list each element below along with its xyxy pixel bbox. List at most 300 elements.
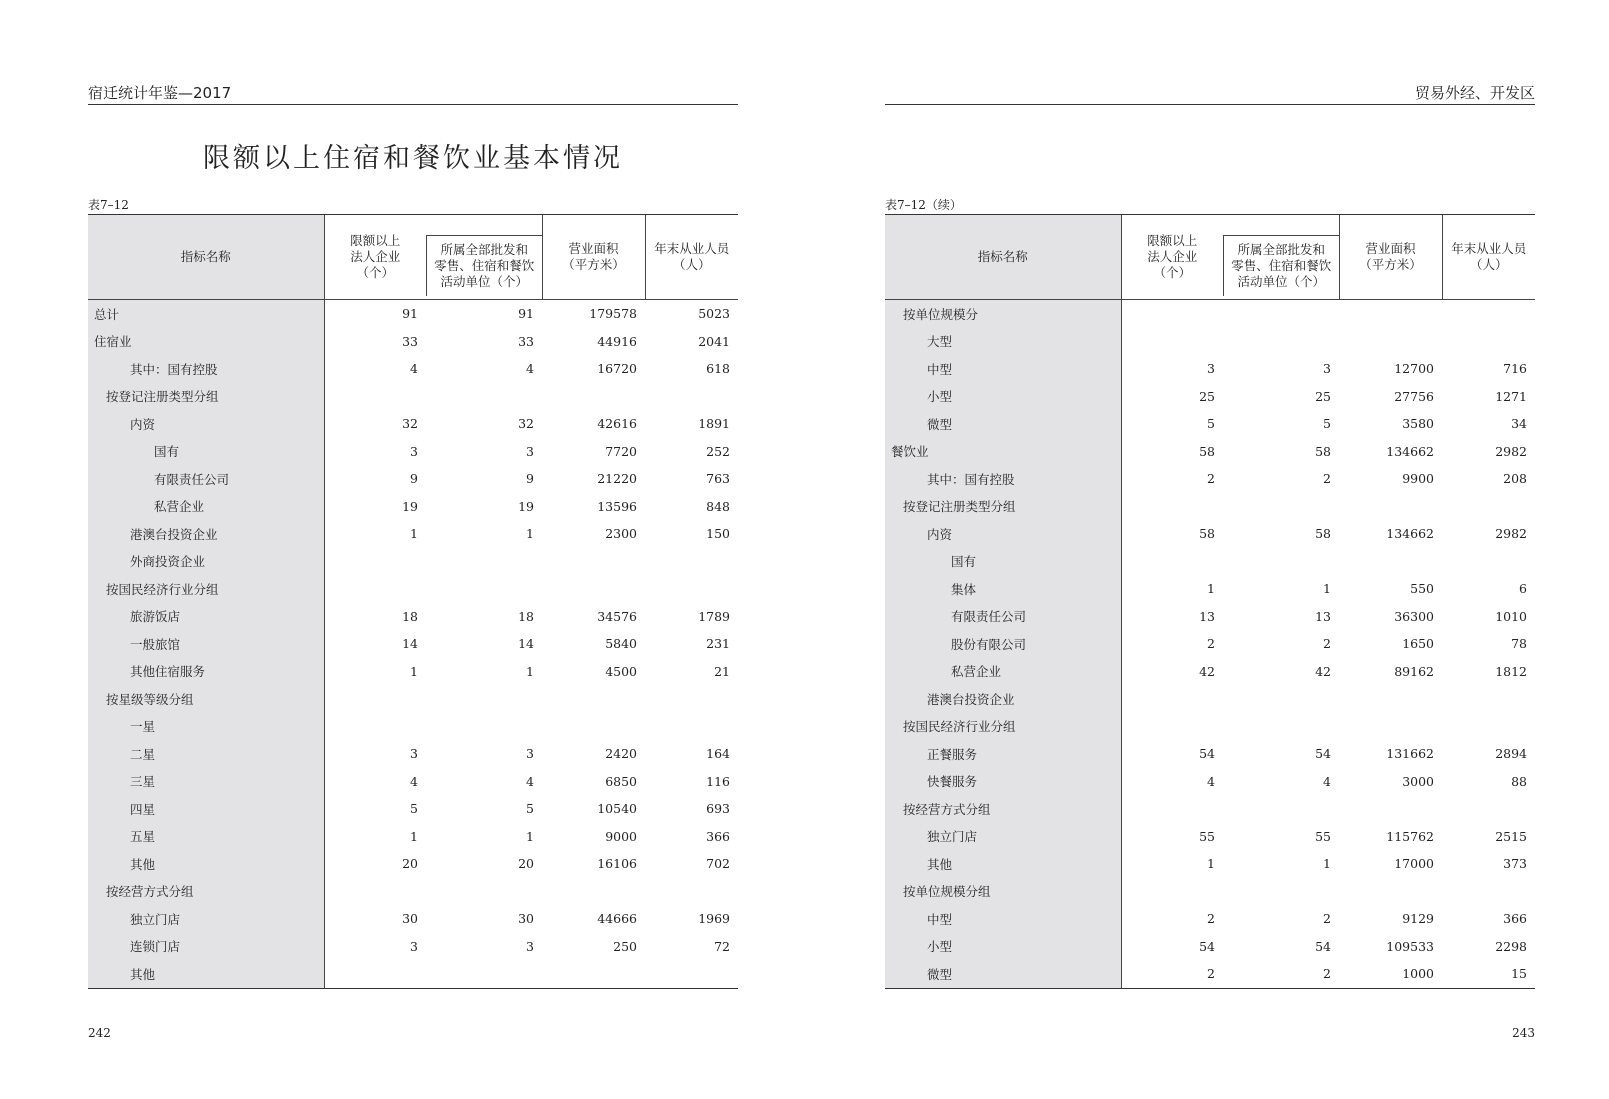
cell-c: [1339, 493, 1442, 521]
cell-a: 3: [410, 938, 418, 954]
table-body-right: [885, 300, 1535, 988]
cell-c: [1339, 795, 1442, 823]
cell-c: [542, 548, 645, 576]
cell-a: 32: [402, 416, 418, 432]
cell-b: [426, 548, 542, 576]
cell-c: 134662: [1386, 443, 1434, 459]
cell-c: 2300: [605, 526, 637, 542]
row-label: 三星: [88, 768, 324, 796]
cell-d: 2894: [1495, 746, 1527, 762]
cell-b: 30: [518, 911, 534, 927]
table-row: [885, 630, 1535, 658]
cell-b: 9: [526, 471, 534, 487]
cell-a: 2: [1207, 471, 1215, 487]
cell-d: 252: [706, 443, 730, 459]
table-row: [885, 768, 1535, 796]
cell-d: 2298: [1495, 938, 1527, 954]
table-row: [885, 438, 1535, 466]
table-row: [88, 438, 738, 466]
table-row: [885, 713, 1535, 741]
row-label: 按登记注册类型分组: [885, 493, 1121, 521]
cell-b: 25: [1315, 388, 1331, 404]
table-row: [88, 768, 738, 796]
row-label: 独立门店: [885, 823, 1121, 851]
cell-d: 1812: [1495, 663, 1527, 679]
cell-c: 250: [613, 938, 637, 954]
cell-d: [1442, 795, 1535, 823]
cell-c: 9000: [605, 828, 637, 844]
table-body-left: [88, 300, 738, 988]
cell-d: 72: [714, 938, 730, 954]
cell-b: 20: [518, 856, 534, 872]
cell-a: 1: [1207, 856, 1215, 872]
cell-c: 13596: [597, 498, 637, 514]
cell-a: [1121, 328, 1223, 356]
book-title: 宿迁统计年鉴—2017: [88, 84, 232, 102]
table-row: [885, 465, 1535, 493]
table-row: [88, 410, 738, 438]
table-row: [885, 383, 1535, 411]
data-table-left: [88, 214, 738, 989]
table-label: 表7–12: [88, 198, 129, 212]
cell-a: 4: [410, 773, 418, 789]
cell-a: [324, 575, 426, 603]
cell-c: 7720: [605, 443, 637, 459]
cell-a: [1121, 300, 1223, 328]
row-label: 按国民经济行业分组: [88, 575, 324, 603]
cell-b: 3: [526, 938, 534, 954]
cell-b: [1223, 685, 1339, 713]
row-label: 旅游饭店: [88, 603, 324, 631]
cell-a: 58: [1199, 526, 1215, 542]
table-row: [88, 713, 738, 741]
row-label: 五星: [88, 823, 324, 851]
cell-c: 89162: [1394, 663, 1434, 679]
table-row: [885, 960, 1535, 988]
cell-c: [1339, 328, 1442, 356]
cell-d: 208: [1503, 471, 1527, 487]
row-label: 二星: [88, 740, 324, 768]
cell-d: 618: [706, 361, 730, 377]
cell-c: 9900: [1402, 471, 1434, 487]
cell-d: 116: [706, 773, 730, 789]
cell-a: [1121, 685, 1223, 713]
cell-d: [645, 548, 738, 576]
cell-d: 34: [1511, 416, 1527, 432]
table-row: [88, 630, 738, 658]
table-label: 表7–12（续）: [885, 198, 962, 212]
cell-a: [324, 548, 426, 576]
row-label: 国有: [88, 438, 324, 466]
table-row: [885, 575, 1535, 603]
row-label: 小型: [885, 383, 1121, 411]
row-label: 四星: [88, 795, 324, 823]
table-row: [885, 328, 1535, 356]
cell-a: 13: [1199, 608, 1215, 624]
cell-a: [1121, 548, 1223, 576]
table-row: [88, 520, 738, 548]
cell-c: 36300: [1394, 608, 1434, 624]
cell-d: [1442, 878, 1535, 906]
table-row: [88, 740, 738, 768]
row-label: 私营企业: [885, 658, 1121, 686]
cell-a: 2: [1207, 966, 1215, 982]
table-row: [885, 850, 1535, 878]
cell-b: 3: [526, 443, 534, 459]
cell-c: 3580: [1402, 416, 1434, 432]
cell-a: 1: [1207, 581, 1215, 597]
cell-b: [1223, 548, 1339, 576]
row-label: 微型: [885, 960, 1121, 988]
page-number: 243: [1512, 1026, 1535, 1040]
row-label: 其他: [885, 850, 1121, 878]
cell-d: 2515: [1495, 828, 1527, 844]
cell-d: 1789: [698, 608, 730, 624]
cell-a: 3: [410, 746, 418, 762]
cell-d: [645, 878, 738, 906]
cell-b: 1: [1323, 856, 1331, 872]
row-label: 其他住宿服务: [88, 658, 324, 686]
row-label: 其中：国有控股: [885, 465, 1121, 493]
col-header-name: 指标名称: [88, 215, 324, 300]
cell-b: 5: [526, 801, 534, 817]
cell-c: 12700: [1394, 361, 1434, 377]
table-row: [88, 823, 738, 851]
table-row: [88, 575, 738, 603]
cell-d: 848: [706, 498, 730, 514]
cell-c: [542, 960, 645, 988]
data-table-right: [885, 214, 1535, 989]
cell-d: 702: [706, 856, 730, 872]
cell-c: 34576: [597, 608, 637, 624]
cell-d: 763: [706, 471, 730, 487]
cell-a: 5: [1207, 416, 1215, 432]
row-label: 集体: [885, 575, 1121, 603]
cell-b: 1: [1323, 581, 1331, 597]
table-row: [885, 933, 1535, 961]
cell-a: 58: [1199, 443, 1215, 459]
cell-d: 2982: [1495, 526, 1527, 542]
table-row: [88, 685, 738, 713]
cell-a: [324, 383, 426, 411]
cell-d: 716: [1503, 361, 1527, 377]
cell-b: 33: [518, 333, 534, 349]
cell-a: 30: [402, 911, 418, 927]
cell-b: 42: [1315, 663, 1331, 679]
cell-a: 2: [1207, 636, 1215, 652]
col-header-employees: 年末从业人员 （人）: [654, 241, 730, 272]
cell-b: 3: [1323, 361, 1331, 377]
col-header-enterprises: 限额以上 法人企业 （个）: [1147, 233, 1198, 280]
cell-a: 2: [1207, 911, 1215, 927]
cell-c: 131662: [1386, 746, 1434, 762]
running-header-right: [885, 82, 1535, 105]
cell-d: 6: [1519, 581, 1527, 597]
cell-b: [426, 960, 542, 988]
row-label: 其他: [88, 850, 324, 878]
row-label: 港澳台投资企业: [88, 520, 324, 548]
cell-b: [1223, 878, 1339, 906]
cell-b: 18: [518, 608, 534, 624]
cell-b: 4: [526, 773, 534, 789]
cell-d: 2041: [698, 333, 730, 349]
cell-c: 16720: [597, 361, 637, 377]
cell-d: [1442, 328, 1535, 356]
cell-c: [542, 383, 645, 411]
table-row: [88, 905, 738, 933]
cell-a: 4: [1207, 773, 1215, 789]
table-row: [885, 905, 1535, 933]
cell-b: 14: [518, 636, 534, 652]
table-row: [885, 795, 1535, 823]
col-header-units: 所属全部批发和 零售、住宿和餐饮 活动单位（个）: [426, 235, 542, 296]
table-row: [885, 685, 1535, 713]
table-row: [885, 520, 1535, 548]
col-header-name: 指标名称: [885, 215, 1121, 300]
row-label: 按登记注册类型分组: [88, 383, 324, 411]
table-row: [88, 933, 738, 961]
cell-b: 5: [1323, 416, 1331, 432]
cell-a: 1: [410, 828, 418, 844]
table-row: [88, 355, 738, 383]
cell-d: 2982: [1495, 443, 1527, 459]
col-header-units: 所属全部批发和 零售、住宿和餐饮 活动单位（个）: [1223, 235, 1339, 296]
row-label: 内资: [885, 520, 1121, 548]
cell-d: 150: [706, 526, 730, 542]
cell-b: 1: [526, 828, 534, 844]
row-label: 一般旅馆: [88, 630, 324, 658]
cell-a: 5: [410, 801, 418, 817]
cell-d: 78: [1511, 636, 1527, 652]
cell-b: [426, 713, 542, 741]
cell-a: 54: [1199, 938, 1215, 954]
table-row: [88, 795, 738, 823]
row-label: 其他: [88, 960, 324, 988]
cell-c: 3000: [1402, 773, 1434, 789]
row-label: 外商投资企业: [88, 548, 324, 576]
cell-b: [426, 878, 542, 906]
table-row: [88, 603, 738, 631]
cell-b: [426, 383, 542, 411]
cell-d: 1969: [698, 911, 730, 927]
cell-c: [1339, 713, 1442, 741]
row-label: 按单位规模分组: [885, 878, 1121, 906]
table-row: [885, 493, 1535, 521]
cell-b: 55: [1315, 828, 1331, 844]
row-label: 连锁门店: [88, 933, 324, 961]
cell-a: [1121, 713, 1223, 741]
cell-b: 19: [518, 498, 534, 514]
cell-a: 42: [1199, 663, 1215, 679]
cell-c: 109533: [1386, 938, 1434, 954]
cell-d: [1442, 493, 1535, 521]
row-label: 私营企业: [88, 493, 324, 521]
cell-b: 2: [1323, 966, 1331, 982]
cell-a: 18: [402, 608, 418, 624]
cell-c: 10540: [597, 801, 637, 817]
cell-c: 179578: [589, 306, 637, 322]
table-row: [885, 300, 1535, 328]
table-row: [88, 878, 738, 906]
row-label: 有限责任公司: [88, 465, 324, 493]
table-row: [885, 410, 1535, 438]
row-label: 按国民经济行业分组: [885, 713, 1121, 741]
cell-c: 44666: [597, 911, 637, 927]
row-label: 住宿业: [88, 328, 324, 356]
cell-a: 1: [410, 526, 418, 542]
cell-a: 3: [410, 443, 418, 459]
cell-b: [1223, 328, 1339, 356]
cell-d: [1442, 713, 1535, 741]
row-label: 有限责任公司: [885, 603, 1121, 631]
cell-b: 91: [518, 306, 534, 322]
cell-a: 4: [410, 361, 418, 377]
row-label: 内资: [88, 410, 324, 438]
row-label: 按经营方式分组: [88, 878, 324, 906]
cell-c: 21220: [597, 471, 637, 487]
cell-c: 16106: [597, 856, 637, 872]
cell-b: 2: [1323, 636, 1331, 652]
cell-b: 32: [518, 416, 534, 432]
row-label: 一星: [88, 713, 324, 741]
section-title: 贸易外经、开发区: [1414, 84, 1535, 102]
cell-c: [542, 575, 645, 603]
table-row: [88, 548, 738, 576]
cell-b: 1: [526, 663, 534, 679]
row-label: 总计: [88, 300, 324, 328]
cell-a: 91: [402, 306, 418, 322]
table-row: [88, 383, 738, 411]
cell-c: 6850: [605, 773, 637, 789]
cell-d: [645, 575, 738, 603]
row-label: 国有: [885, 548, 1121, 576]
cell-d: 373: [1503, 856, 1527, 872]
cell-d: [1442, 300, 1535, 328]
cell-c: [542, 878, 645, 906]
cell-d: 5023: [698, 306, 730, 322]
cell-d: [645, 960, 738, 988]
cell-a: 9: [410, 471, 418, 487]
cell-d: 15: [1511, 966, 1527, 982]
cell-a: 54: [1199, 746, 1215, 762]
table-row: [88, 328, 738, 356]
cell-c: 2420: [605, 746, 637, 762]
cell-a: 19: [402, 498, 418, 514]
cell-a: [324, 960, 426, 988]
cell-c: [542, 685, 645, 713]
cell-d: [1442, 548, 1535, 576]
col-header-area: 营业面积 （平方米）: [542, 215, 645, 300]
cell-d: [645, 685, 738, 713]
cell-b: [1223, 300, 1339, 328]
cell-b: 2: [1323, 471, 1331, 487]
cell-d: 1010: [1495, 608, 1527, 624]
row-label: 按经营方式分组: [885, 795, 1121, 823]
cell-a: 14: [402, 636, 418, 652]
cell-c: 9129: [1402, 911, 1434, 927]
cell-c: 1650: [1402, 636, 1434, 652]
cell-b: 1: [526, 526, 534, 542]
cell-d: 88: [1511, 773, 1527, 789]
table-row: [885, 823, 1535, 851]
cell-c: [1339, 300, 1442, 328]
cell-a: [1121, 795, 1223, 823]
row-label: 微型: [885, 410, 1121, 438]
table-row: [88, 493, 738, 521]
table-row: [88, 850, 738, 878]
cell-a: [324, 713, 426, 741]
cell-c: 42616: [597, 416, 637, 432]
cell-d: [1442, 685, 1535, 713]
cell-a: 25: [1199, 388, 1215, 404]
table-row: [885, 878, 1535, 906]
cell-c: 1000: [1402, 966, 1434, 982]
cell-c: [1339, 878, 1442, 906]
cell-b: 4: [526, 361, 534, 377]
right-page: [885, 0, 1535, 1099]
row-label: 独立门店: [88, 905, 324, 933]
cell-d: 366: [706, 828, 730, 844]
cell-c: [542, 713, 645, 741]
cell-d: 366: [1503, 911, 1527, 927]
row-label: 股份有限公司: [885, 630, 1121, 658]
page-number: 242: [88, 1026, 111, 1040]
page-title: 限额以上住宿和餐饮业基本情况: [203, 143, 623, 174]
row-label: 中型: [885, 905, 1121, 933]
col-header-enterprises: 限额以上 法人企业 （个）: [350, 233, 401, 280]
cell-b: 54: [1315, 746, 1331, 762]
cell-a: [324, 685, 426, 713]
cell-c: 44916: [597, 333, 637, 349]
cell-a: [1121, 493, 1223, 521]
table-row: [88, 960, 738, 988]
cell-b: [1223, 493, 1339, 521]
row-label: 正餐服务: [885, 740, 1121, 768]
col-header-employees: 年末从业人员 （人）: [1451, 241, 1527, 272]
cell-a: [1121, 878, 1223, 906]
table-row: [885, 548, 1535, 576]
row-label: 其中：国有控股: [88, 355, 324, 383]
table-row: [885, 740, 1535, 768]
cell-d: 693: [706, 801, 730, 817]
table-row: [885, 355, 1535, 383]
table-row: [885, 658, 1535, 686]
cell-d: 21: [714, 663, 730, 679]
table-row: [88, 658, 738, 686]
left-page: [88, 0, 738, 1099]
cell-b: 54: [1315, 938, 1331, 954]
row-label: 餐饮业: [885, 438, 1121, 466]
table-row: [88, 465, 738, 493]
row-label: 按星级等级分组: [88, 685, 324, 713]
cell-d: [645, 383, 738, 411]
row-label: 快餐服务: [885, 768, 1121, 796]
cell-d: 1891: [698, 416, 730, 432]
cell-c: 5840: [605, 636, 637, 652]
table-row: [88, 300, 738, 328]
cell-c: 115762: [1386, 828, 1434, 844]
cell-b: [1223, 713, 1339, 741]
cell-c: 134662: [1386, 526, 1434, 542]
running-header-left: [88, 82, 738, 105]
cell-a: 20: [402, 856, 418, 872]
cell-c: 4500: [605, 663, 637, 679]
cell-a: 1: [410, 663, 418, 679]
row-label: 港澳台投资企业: [885, 685, 1121, 713]
row-label: 大型: [885, 328, 1121, 356]
cell-b: [1223, 795, 1339, 823]
cell-c: 27756: [1394, 388, 1434, 404]
